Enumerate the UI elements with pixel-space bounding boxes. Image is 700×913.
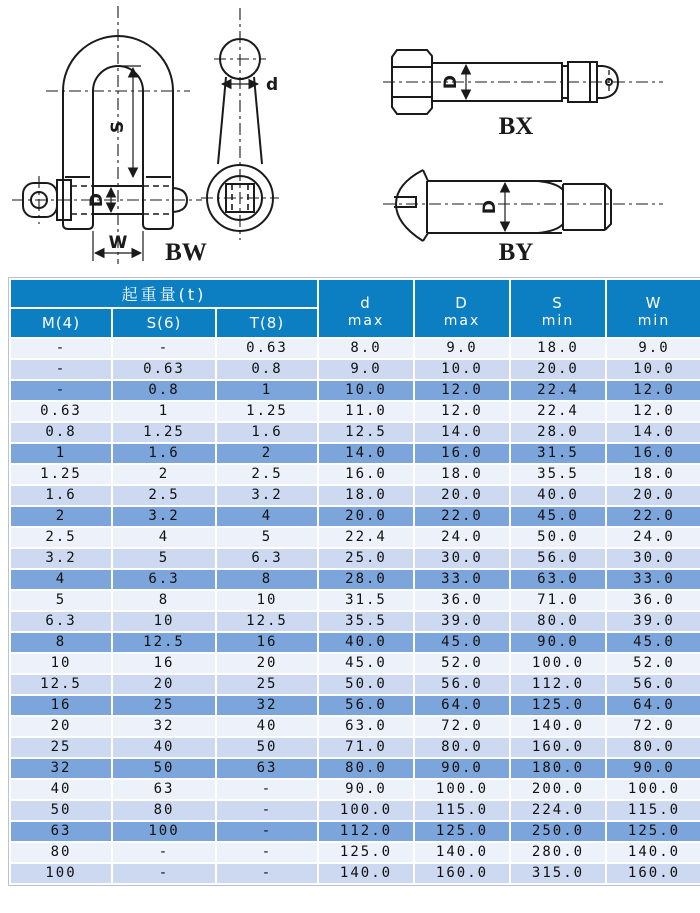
table-cell: 33.0 xyxy=(607,570,700,589)
table-cell: 0.63 xyxy=(217,339,317,358)
table-cell: 50.0 xyxy=(511,528,605,547)
table-cell: 18.0 xyxy=(607,465,700,484)
table-row xyxy=(11,654,700,673)
table-cell: 224.0 xyxy=(511,801,605,820)
table-cell: 2 xyxy=(113,465,215,484)
table-cell: 20 xyxy=(11,717,111,736)
table-cell: 40.0 xyxy=(511,486,605,505)
table-cell: 6.3 xyxy=(217,549,317,568)
table-cell: 33.0 xyxy=(415,570,509,589)
table-row xyxy=(11,486,700,505)
table-cell: 3.2 xyxy=(113,507,215,526)
table-cell: 180.0 xyxy=(511,759,605,778)
table-cell: 20 xyxy=(113,675,215,694)
col-header-D-max xyxy=(415,280,509,337)
table-cell: 36.0 xyxy=(607,591,700,610)
table-cell: 45.0 xyxy=(607,633,700,652)
table-cell: 39.0 xyxy=(607,612,700,631)
col-header-letter: S xyxy=(552,293,564,312)
table-cell: - xyxy=(11,360,111,379)
spec-table xyxy=(8,277,700,886)
col-header-m4: M(4) xyxy=(11,309,111,337)
table-cell: 63 xyxy=(113,780,215,799)
table-cell: 71.0 xyxy=(511,591,605,610)
table-row xyxy=(11,696,700,715)
table-cell: 12.0 xyxy=(607,381,700,400)
table-cell: 80.0 xyxy=(415,738,509,757)
table-cell: 22.0 xyxy=(415,507,509,526)
table-cell: 63 xyxy=(11,822,111,841)
table-cell: 18.0 xyxy=(415,465,509,484)
table-row xyxy=(11,864,700,883)
table-cell: 8 xyxy=(217,570,317,589)
table-cell: 6.3 xyxy=(113,570,215,589)
table-cell: 2.5 xyxy=(217,465,317,484)
table-cell: 1.25 xyxy=(217,402,317,421)
group-header-lifting-capacity: 起重量(t) xyxy=(11,280,317,307)
table-row xyxy=(11,381,700,400)
table-cell: 56.0 xyxy=(319,696,413,715)
table-cell: 1.6 xyxy=(217,423,317,442)
table-cell: 72.0 xyxy=(415,717,509,736)
col-header-t8: T(8) xyxy=(217,309,317,337)
table-cell: 16.0 xyxy=(607,444,700,463)
by-pin-view xyxy=(383,170,663,266)
table-cell: 160.0 xyxy=(511,738,605,757)
table-row xyxy=(11,465,700,484)
table-cell: 8 xyxy=(113,591,215,610)
table-cell: 35.5 xyxy=(511,465,605,484)
table-cell: 140.0 xyxy=(511,717,605,736)
table-cell: 32 xyxy=(11,759,111,778)
table-cell: 80.0 xyxy=(319,759,413,778)
table-cell: 40 xyxy=(217,717,317,736)
table-cell: 10 xyxy=(113,612,215,631)
table-cell: 12.5 xyxy=(113,633,215,652)
table-cell: 140.0 xyxy=(607,843,700,862)
table-cell: 50 xyxy=(217,738,317,757)
table-cell: 45.0 xyxy=(319,654,413,673)
table-cell: 20.0 xyxy=(319,507,413,526)
table-cell: 8.0 xyxy=(319,339,413,358)
spec-table-body xyxy=(11,339,700,883)
table-cell: 1 xyxy=(217,381,317,400)
table-cell: 4 xyxy=(113,528,215,547)
table-cell: 80 xyxy=(11,843,111,862)
table-cell: 100.0 xyxy=(511,654,605,673)
table-cell: 315.0 xyxy=(511,864,605,883)
table-cell: 0.63 xyxy=(113,360,215,379)
col-header-s6: S(6) xyxy=(113,309,215,337)
table-cell: 63.0 xyxy=(319,717,413,736)
table-cell: 90.0 xyxy=(511,633,605,652)
table-cell: 16.0 xyxy=(319,465,413,484)
table-cell: 115.0 xyxy=(415,801,509,820)
table-cell: - xyxy=(217,780,317,799)
table-cell: 10 xyxy=(11,654,111,673)
table-cell: 32 xyxy=(113,717,215,736)
table-cell: 14.0 xyxy=(415,423,509,442)
table-cell: 250.0 xyxy=(511,822,605,841)
table-cell: 63.0 xyxy=(511,570,605,589)
table-cell: 1 xyxy=(11,444,111,463)
table-cell: 80 xyxy=(113,801,215,820)
table-cell: 9.0 xyxy=(415,339,509,358)
table-cell: 200.0 xyxy=(511,780,605,799)
table-cell: 20.0 xyxy=(511,360,605,379)
table-cell: 100.0 xyxy=(415,780,509,799)
table-cell: 125.0 xyxy=(319,843,413,862)
table-cell: - xyxy=(217,864,317,883)
table-cell: 24.0 xyxy=(607,528,700,547)
table-cell: 5 xyxy=(113,549,215,568)
dim-label-w: W xyxy=(108,233,128,253)
table-row xyxy=(11,822,700,841)
table-cell: 16 xyxy=(217,633,317,652)
table-cell: 80.0 xyxy=(511,612,605,631)
table-cell: 45.0 xyxy=(511,507,605,526)
table-cell: 100 xyxy=(113,822,215,841)
shackle-drawing-svg xyxy=(0,0,700,272)
table-cell: 1.25 xyxy=(11,465,111,484)
table-cell: 2.5 xyxy=(11,528,111,547)
by-dim-label-d: D xyxy=(480,199,500,215)
table-cell: 90.0 xyxy=(415,759,509,778)
table-cell: 39.0 xyxy=(415,612,509,631)
bw-label: BW xyxy=(165,239,207,266)
table-cell: 25.0 xyxy=(319,549,413,568)
table-row xyxy=(11,738,700,757)
table-cell: - xyxy=(217,801,317,820)
table-cell: 18.0 xyxy=(511,339,605,358)
dim-label-d-pin: D xyxy=(87,192,107,208)
spec-table-head xyxy=(11,280,700,337)
table-cell: 71.0 xyxy=(319,738,413,757)
table-cell: 6.3 xyxy=(11,612,111,631)
table-row xyxy=(11,717,700,736)
table-cell: 5 xyxy=(11,591,111,610)
table-cell: 22.4 xyxy=(511,402,605,421)
table-cell: 64.0 xyxy=(607,696,700,715)
table-cell: 40.0 xyxy=(319,633,413,652)
table-row xyxy=(11,444,700,463)
table-cell: 0.8 xyxy=(113,381,215,400)
table-cell: 10.0 xyxy=(607,360,700,379)
table-cell: 12.0 xyxy=(415,402,509,421)
table-cell: 24.0 xyxy=(415,528,509,547)
table-cell: 25 xyxy=(217,675,317,694)
table-cell: 140.0 xyxy=(415,843,509,862)
col-header-W-min xyxy=(607,280,700,337)
table-cell: 50 xyxy=(113,759,215,778)
table-cell: 12.0 xyxy=(607,402,700,421)
table-row xyxy=(11,759,700,778)
bx-label: BX xyxy=(498,113,534,140)
table-cell: - xyxy=(217,822,317,841)
table-cell: 52.0 xyxy=(415,654,509,673)
table-cell: 30.0 xyxy=(607,549,700,568)
table-cell: 18.0 xyxy=(319,486,413,505)
table-cell: 20.0 xyxy=(415,486,509,505)
table-cell: 4 xyxy=(217,507,317,526)
table-cell: 56.0 xyxy=(415,675,509,694)
table-row xyxy=(11,360,700,379)
table-cell: - xyxy=(11,339,111,358)
table-cell: 40 xyxy=(113,738,215,757)
table-cell: 40 xyxy=(11,780,111,799)
col-header-letter: D xyxy=(455,293,469,312)
table-cell: 0.63 xyxy=(11,402,111,421)
technical-drawings xyxy=(0,0,700,272)
dim-label-s: S xyxy=(108,120,128,134)
table-cell: 112.0 xyxy=(511,675,605,694)
table-cell: 25 xyxy=(113,696,215,715)
table-cell: 5 xyxy=(217,528,317,547)
table-cell: 56.0 xyxy=(607,675,700,694)
table-cell: 50 xyxy=(11,801,111,820)
table-row xyxy=(11,675,700,694)
table-cell: 0.8 xyxy=(11,423,111,442)
col-header-qualifier: min xyxy=(541,312,575,329)
bx-dim-label-d: D xyxy=(441,74,461,90)
col-header-letter: d xyxy=(360,293,372,312)
table-cell: 125.0 xyxy=(415,822,509,841)
table-cell: 1.25 xyxy=(113,423,215,442)
table-cell: 14.0 xyxy=(319,444,413,463)
col-header-d-max xyxy=(319,280,413,337)
table-cell: 1.6 xyxy=(113,444,215,463)
table-cell: 80.0 xyxy=(607,738,700,757)
table-cell: 9.0 xyxy=(319,360,413,379)
table-cell: 1 xyxy=(113,402,215,421)
table-row xyxy=(11,570,700,589)
table-cell: 20.0 xyxy=(607,486,700,505)
table-cell: - xyxy=(113,339,215,358)
table-cell: 115.0 xyxy=(607,801,700,820)
table-cell: 11.0 xyxy=(319,402,413,421)
table-cell: 72.0 xyxy=(607,717,700,736)
table-cell: 56.0 xyxy=(511,549,605,568)
bw-front-view xyxy=(12,6,202,264)
table-cell: 3.2 xyxy=(217,486,317,505)
table-cell: 3.2 xyxy=(11,549,111,568)
table-row xyxy=(11,423,700,442)
table-cell: 14.0 xyxy=(607,423,700,442)
table-cell: 32 xyxy=(217,696,317,715)
table-row xyxy=(11,591,700,610)
table-cell: 2 xyxy=(11,507,111,526)
table-cell: 45.0 xyxy=(415,633,509,652)
table-cell: 12.5 xyxy=(319,423,413,442)
table-cell: 63 xyxy=(217,759,317,778)
spec-table-container xyxy=(8,277,692,886)
table-row xyxy=(11,549,700,568)
table-cell: 22.4 xyxy=(319,528,413,547)
table-cell: 160.0 xyxy=(415,864,509,883)
table-cell: 140.0 xyxy=(319,864,413,883)
table-cell: 12.0 xyxy=(415,381,509,400)
table-row xyxy=(11,528,700,547)
table-cell: 280.0 xyxy=(511,843,605,862)
table-cell: 4 xyxy=(11,570,111,589)
table-cell: 90.0 xyxy=(607,759,700,778)
table-cell: 16 xyxy=(113,654,215,673)
table-cell: 10.0 xyxy=(415,360,509,379)
table-cell: 2 xyxy=(217,444,317,463)
table-cell: - xyxy=(11,381,111,400)
table-cell: 52.0 xyxy=(607,654,700,673)
table-cell: 90.0 xyxy=(319,780,413,799)
table-row xyxy=(11,780,700,799)
table-cell: 8 xyxy=(11,633,111,652)
dim-label-d-bow: d xyxy=(266,75,279,95)
table-cell: 28.0 xyxy=(319,570,413,589)
table-cell: 12.5 xyxy=(217,612,317,631)
table-cell: 9.0 xyxy=(607,339,700,358)
table-cell: 16 xyxy=(11,696,111,715)
col-header-S-min xyxy=(511,280,605,337)
table-cell: 100 xyxy=(11,864,111,883)
table-cell: 100.0 xyxy=(319,801,413,820)
bx-pin-view xyxy=(383,50,663,140)
table-cell: 31.5 xyxy=(319,591,413,610)
table-cell: 1.6 xyxy=(11,486,111,505)
table-cell: 112.0 xyxy=(319,822,413,841)
by-label: BY xyxy=(498,239,534,266)
table-cell: - xyxy=(113,864,215,883)
table-row xyxy=(11,339,700,358)
table-cell: 50.0 xyxy=(319,675,413,694)
table-row xyxy=(11,402,700,421)
table-cell: 22.0 xyxy=(607,507,700,526)
table-cell: 64.0 xyxy=(415,696,509,715)
col-header-qualifier: min xyxy=(637,312,671,329)
table-cell: 0.8 xyxy=(217,360,317,379)
table-cell: - xyxy=(113,843,215,862)
table-cell: 28.0 xyxy=(511,423,605,442)
table-cell: 35.5 xyxy=(319,612,413,631)
table-cell: 125.0 xyxy=(511,696,605,715)
table-cell: 36.0 xyxy=(415,591,509,610)
table-cell: 31.5 xyxy=(511,444,605,463)
table-cell: 22.4 xyxy=(511,381,605,400)
table-cell: 30.0 xyxy=(415,549,509,568)
col-header-letter: W xyxy=(645,293,663,312)
table-cell: 2.5 xyxy=(113,486,215,505)
table-cell: 10.0 xyxy=(319,381,413,400)
table-row xyxy=(11,612,700,631)
table-cell: 160.0 xyxy=(607,864,700,883)
table-row xyxy=(11,843,700,862)
bw-side-view xyxy=(201,8,279,240)
table-cell: 20 xyxy=(217,654,317,673)
table-cell: 100.0 xyxy=(607,780,700,799)
table-cell: - xyxy=(217,843,317,862)
table-cell: 16.0 xyxy=(415,444,509,463)
col-header-qualifier: max xyxy=(347,312,385,329)
table-row xyxy=(11,507,700,526)
table-cell: 10 xyxy=(217,591,317,610)
table-cell: 125.0 xyxy=(607,822,700,841)
col-header-qualifier: max xyxy=(443,312,481,329)
table-row xyxy=(11,801,700,820)
table-cell: 12.5 xyxy=(11,675,111,694)
table-row xyxy=(11,633,700,652)
table-cell: 25 xyxy=(11,738,111,757)
